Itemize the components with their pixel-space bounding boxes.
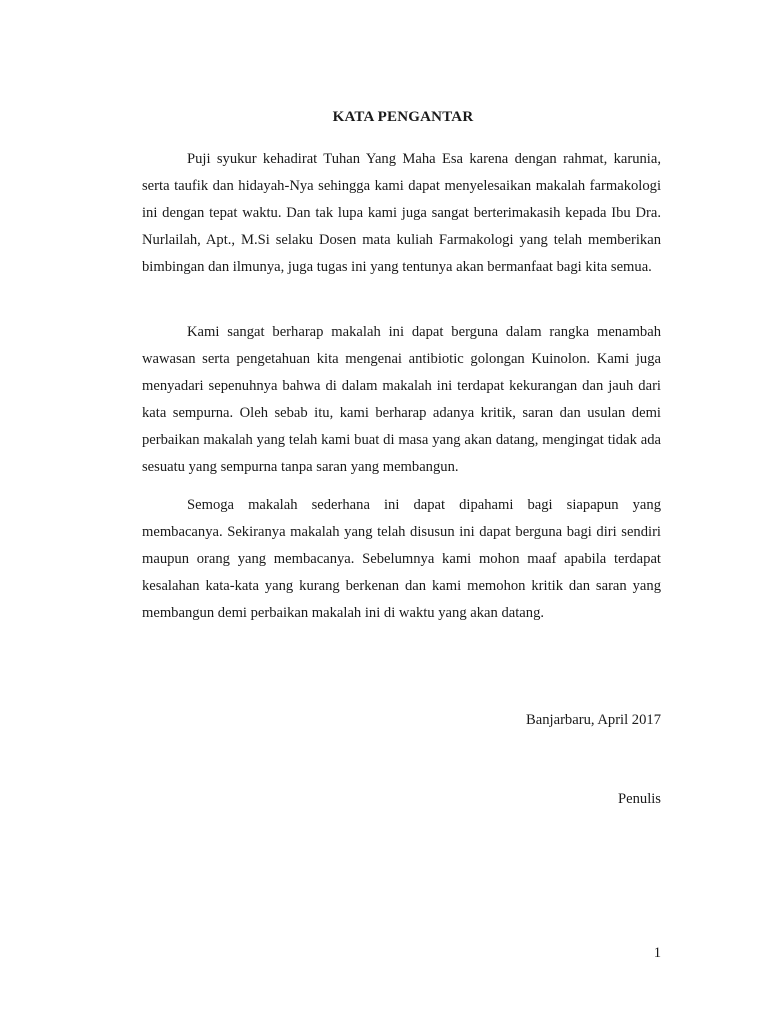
page-number: 1 bbox=[653, 945, 661, 961]
paragraph-3: Semoga makalah sederhana ini dapat dipahami bagi siapapun yang membacanya. Sekiranya makalah yang telah disusun ini dapat berguna bagi diri sendiri maupun orang yang membacanya. Sebelumnya kami mohon maaf apabila terdapat kesalahan kata-kata yang kurang berkenan dan kami memohon kritik dan saran yang membangun demi perbaikan makalah ini di waktu yang akan datang. bbox=[142, 497, 661, 621]
paragraph-1: Puji syukur kehadirat Tuhan Yang Maha Esa karena dengan rahmat, karunia, serta taufik dan hidayah-Nya sehingga kami dapat menyelesaikan makalah farmakologi ini dengan tepat waktu. Dan tak lupa kami juga sangat berterimakasih kepada Ibu Dra. Nurlailah, Apt., M.Si selaku Dosen mata kuliah Farmakologi yang telah memberikan bimbingan dan ilmunya, juga tugas ini yang tentunya akan bermanfaat bagi kita semua. bbox=[142, 151, 661, 275]
paragraph-2: Kami sangat berharap makalah ini dapat berguna dalam rangka menambah wawasan serta pengetahuan kita mengenai antibiotic golongan Kuinolon. Kami juga menyadari sepenuhnya bahwa di dalam makalah ini terdapat kekurangan dan jauh dari kata sempurna. Oleh sebab itu, kami berharap adanya kritik, saran dan usulan demi perbaikan makalah yang telah kami buat di masa yang akan datang, mengingat tidak ada sesuatu yang sempurna tanpa saran yang membangun. bbox=[142, 324, 661, 475]
place-date: Banjarbaru, April 2017 bbox=[526, 712, 661, 728]
author-signature: Penulis bbox=[618, 791, 661, 807]
page-title: KATA PENGANTAR bbox=[332, 109, 474, 125]
